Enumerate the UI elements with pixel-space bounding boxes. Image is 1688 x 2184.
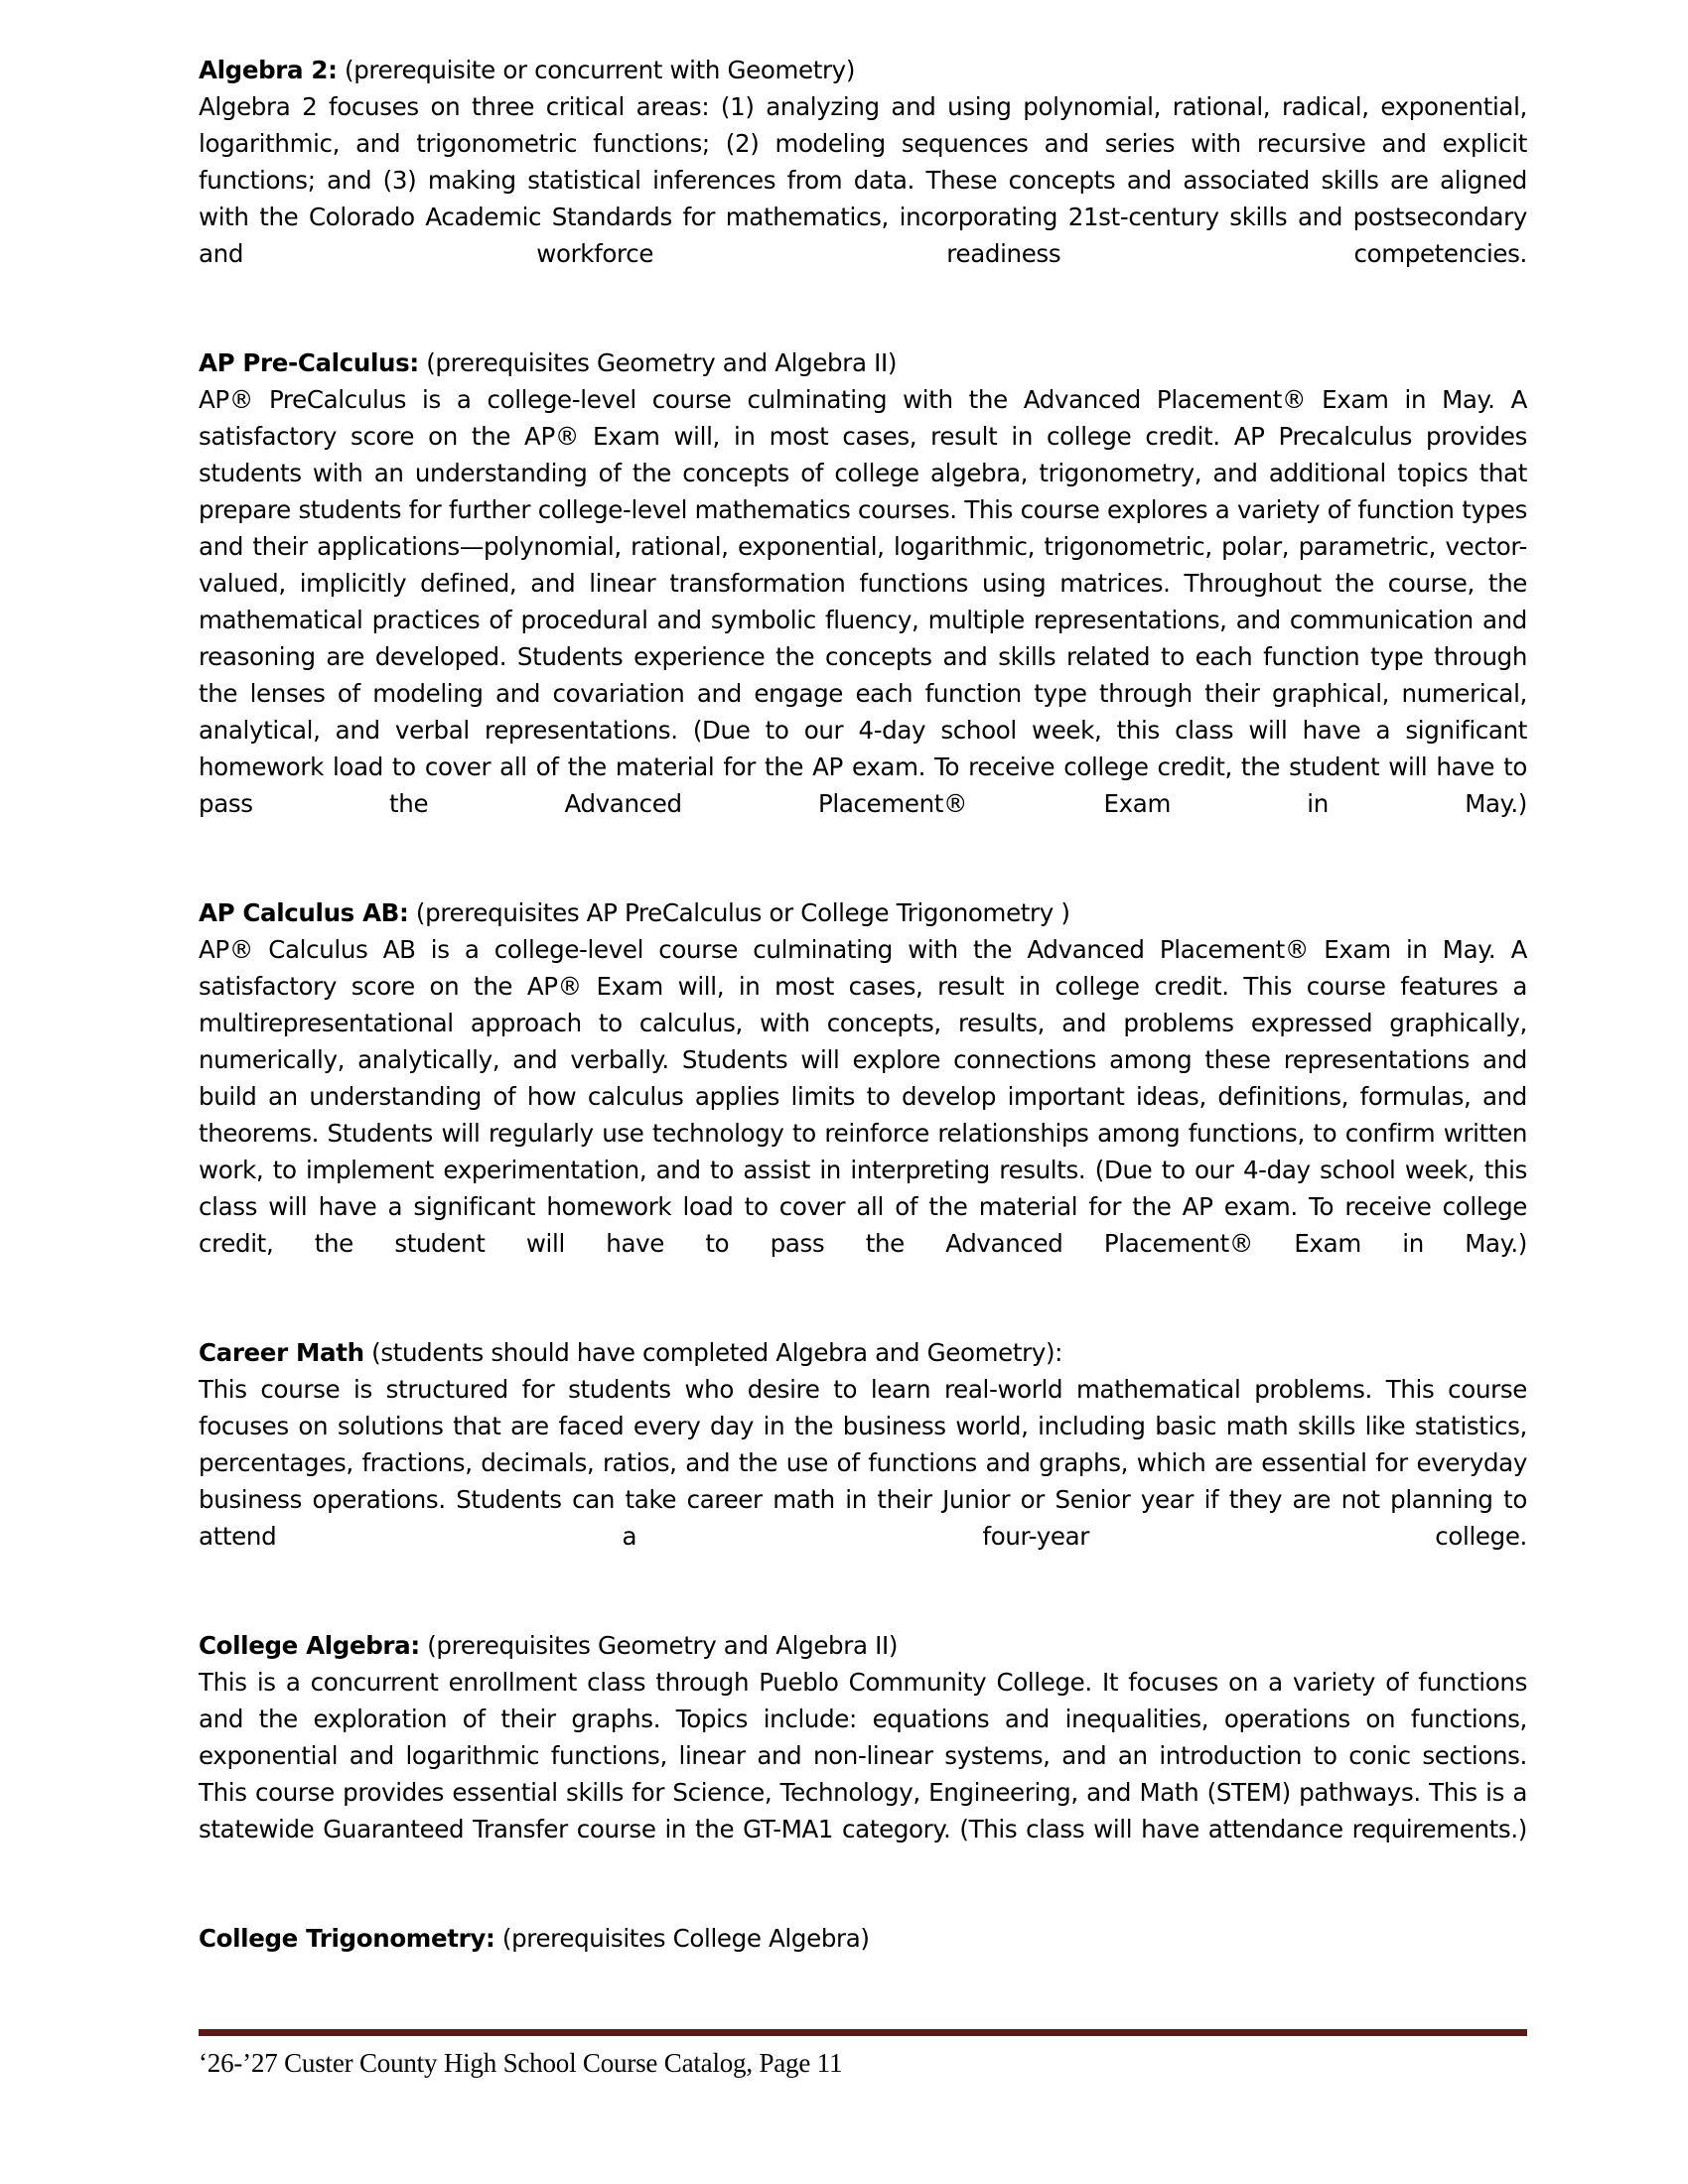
- footer-text: ‘26-’27 Custer County High School Course Catalog, Page 11: [199, 2048, 843, 2078]
- course-name: Career Math: [199, 1338, 364, 1367]
- course-prereq: (prerequisites Geometry and Algebra II): [418, 348, 898, 377]
- course-name: College Algebra:: [199, 1631, 420, 1660]
- course-heading-college-trigonometry: [199, 1920, 1527, 1957]
- course-name: College Trigonometry:: [199, 1924, 495, 1953]
- course-block-ap-calculus-ab: [199, 894, 1527, 1298]
- course-prereq: (students should have completed Algebra and Geometry):: [363, 1338, 1063, 1367]
- course-block-college-algebra: [199, 1627, 1527, 1884]
- course-heading-ap-calculus-ab: [199, 894, 1527, 931]
- course-description: Algebra 2 focuses on three critical areas: (1) analyzing and using polynomial, rational, radical, exponential, logarithmic, and trigonometric functions; (2) modeling sequences and series with recursive and explicit functions; and (3) making statistical inferences from data. These concepts and associated skills are aligned with the Colorado Academic Standards for mathematics, incorporating 21st-century skills and postsecondary and workforce readiness competencies.: [199, 92, 1527, 268]
- course-heading-ap-pre-calculus: [199, 344, 1527, 381]
- course-prereq: (prerequisites College Algebra): [494, 1924, 870, 1953]
- course-name: AP Calculus AB:: [199, 898, 409, 927]
- course-block-college-trigonometry: [199, 1920, 1527, 1957]
- course-block-algebra-2: [199, 52, 1527, 309]
- course-heading-college-algebra: [199, 1627, 1527, 1664]
- course-prereq: (prerequisite or concurrent with Geometry): [337, 56, 856, 84]
- course-prereq: (prerequisites Geometry and Algebra II): [419, 1631, 899, 1660]
- course-name: AP Pre-Calculus:: [199, 348, 419, 377]
- footer-rule: [199, 2029, 1527, 2036]
- course-prereq: (prerequisites AP PreCalculus or College Trigonometry ): [408, 898, 1070, 927]
- course-heading-algebra-2: [199, 52, 1527, 88]
- course-description: AP® Calculus AB is a college-level course culminating with the Advanced Placement® Exam in May. A satisfactory score on the AP® Exam will, in most cases, result in college credit. This course features a multirepresentational approach to calculus, with concepts, results, and problems expressed graphically, numerically, analytically, and verbally. Students will explore connections among these representations and build an understanding of how calculus applies limits to develop important ideas, definitions, formulas, and theorems. Students will regularly use technology to reinforce relationships among functions, to confirm written work, to implement experimentation, and to assist in interpreting results. (Due to our 4-day school week, this class will have a significant homework load to cover all of the material for the AP exam. To receive college credit, the student will have to pass the Advanced Placement® Exam in May.): [199, 935, 1527, 1258]
- course-block-ap-pre-calculus: [199, 344, 1527, 859]
- course-name: Algebra 2:: [199, 56, 338, 84]
- course-description: AP® PreCalculus is a college-level course culminating with the Advanced Placement® Exam in May. A satisfactory score on the AP® Exam will, in most cases, result in college credit. AP Precalculus provides students with an understanding of the concepts of college algebra, trigonometry, and additional topics that prepare students for further college-level mathematics courses. This course explores a variety of function types and their applications—polynomial, rational, exponential, logarithmic, trigonometric, polar, parametric, vector-valued, implicitly defined, and linear transformation functions using matrices. Throughout the course, the mathematical practices of procedural and symbolic fluency, multiple representations, and communication and reasoning are developed. Students experience the concepts and skills related to each function type through the lenses of modeling and covariation and engage each function type through their graphical, numerical, analytical, and verbal representations. (Due to our 4-day school week, this class will have a significant homework load to cover all of the material for the AP exam. To receive college credit, the student will have to pass the Advanced Placement® Exam in May.): [199, 385, 1527, 818]
- page-content: [199, 52, 1527, 1992]
- course-block-career-math: [199, 1334, 1527, 1591]
- course-description: This course is structured for students who desire to learn real-world mathematical problems. This course focuses on solutions that are faced every day in the business world, including basic math skills like statistics, percentages, fractions, decimals, ratios, and the use of functions and graphs, which are essential for everyday business operations. Students can take career math in their Junior or Senior year if they are not planning to attend a four-year college.: [199, 1375, 1527, 1551]
- course-heading-career-math: [199, 1334, 1527, 1371]
- course-description: This is a concurrent enrollment class through Pueblo Community College. It focuses on a variety of functions and the exploration of their graphs. Topics include: equations and inequalities, operations on functions, exponential and logarithmic functions, linear and non-linear systems, and an introduction to conic sections. This course provides essential skills for Science, Technology, Engineering, and Math (STEM) pathways. This is a statewide Guaranteed Transfer course in the GT-MA1 category. (This class will have attendance requirements.): [199, 1668, 1527, 1843]
